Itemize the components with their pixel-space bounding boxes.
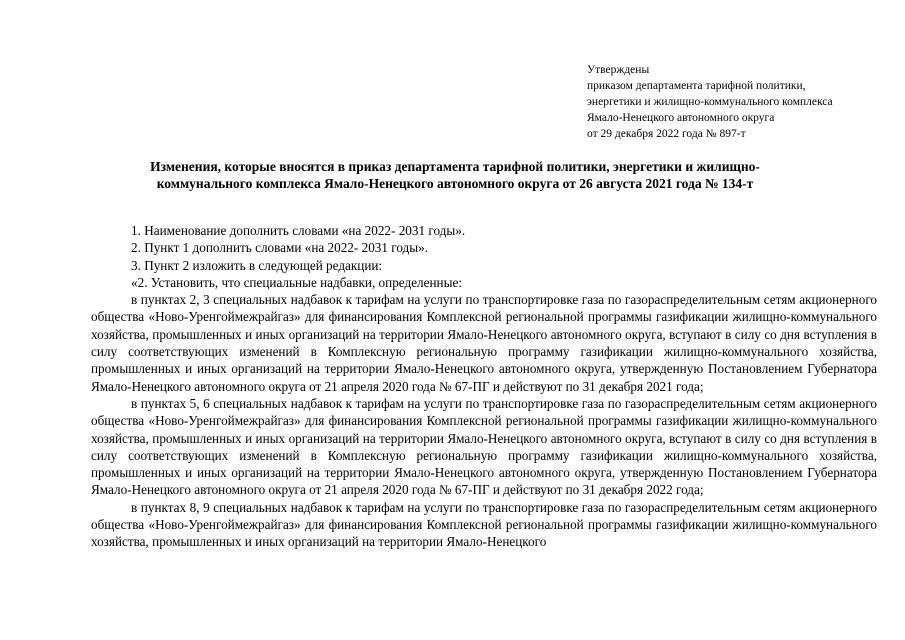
approval-block: [587, 62, 897, 142]
paragraph: 2. Пункт 1 дополнить словами «на 2022- 2031 годы».: [131, 240, 429, 256]
paragraph: в пунктах 5, 6 специальных надбавок к тарифам на услуги по транспортировке газа по газораспределительным сетям акционерного общества «Ново-Уренгоймежрайгаз» для финансирования Комплексной региональной программы газификации жилищно-коммунального хозяйства, промышленных и иных организаций на территории Ямало-Ненецкого автономного округа, вступают в силу со дня вступления в силу соответствующих изменений в Комплексную региональную программу газификации жилищно-коммунального хозяйства, промышленных и иных организаций на территории Ямало-Ненецкого автономного округа, утвержденную Постановлением Губернатора Ямало-Ненецкого автономного округа от 21 апреля 2020 года № 67-ПГ и действуют по 31 декабря 2022 года;: [91, 395, 877, 498]
paragraph: в пунктах 8, 9 специальных надбавок к тарифам на услуги по транспортировке газа по газораспределительным сетям акционерного общества «Ново-Уренгоймежрайгаз» для финансирования Комплексной региональной программы газификации жилищно-коммунального хозяйства, промышленных и иных организаций на территории Ямало-Ненецкого: [91, 499, 877, 550]
document-body: [91, 222, 877, 551]
paragraph: 3. Пункт 2 изложить в следующей редакции:: [131, 257, 383, 273]
title-line: Изменения, которые вносятся в приказ департамента тарифной политики, энергетики и жилищно-: [150, 159, 760, 174]
paragraph: в пунктах 2, 3 специальных надбавок к тарифам на услуги по транспортировке газа по газораспределительным сетям акционерного общества «Ново-Уренгоймежрайгаз» для финансирования Комплексной региональной программы газификации жилищно-коммунального хозяйства, промышленных и иных организаций на территории Ямало-Ненецкого автономного округа, вступают в силу со дня вступления в силу соответствующих изменений в Комплексную региональную программу газификации жилищно-коммунального хозяйства, промышленных и иных организаций на территории Ямало-Ненецкого автономного округа, утвержденную Постановлением Губернатора Ямало-Ненецкого автономного округа от 21 апреля 2020 года № 67-ПГ и действуют по 31 декабря 2021 года;: [91, 292, 877, 394]
approval-line: Утверждены: [587, 64, 650, 76]
approval-line: от 29 декабря 2022 года № 897-т: [587, 128, 746, 140]
approval-line: энергетики и жилищно-коммунального комплекса: [587, 96, 833, 108]
approval-line: Ямало-Ненецкого автономного округа: [587, 112, 775, 124]
document-title: [60, 158, 850, 192]
approval-line: приказом департамента тарифной политики,: [587, 80, 806, 92]
title-line: коммунального комплекса Ямало-Ненецкого автономного округа от 26 августа 2021 года № 134-т: [156, 176, 754, 191]
paragraph: 1. Наименование дополнить словами «на 2022- 2031 годы».: [131, 223, 466, 238]
paragraph: «2. Установить, что специальные надбавки, определенные:: [131, 274, 462, 290]
